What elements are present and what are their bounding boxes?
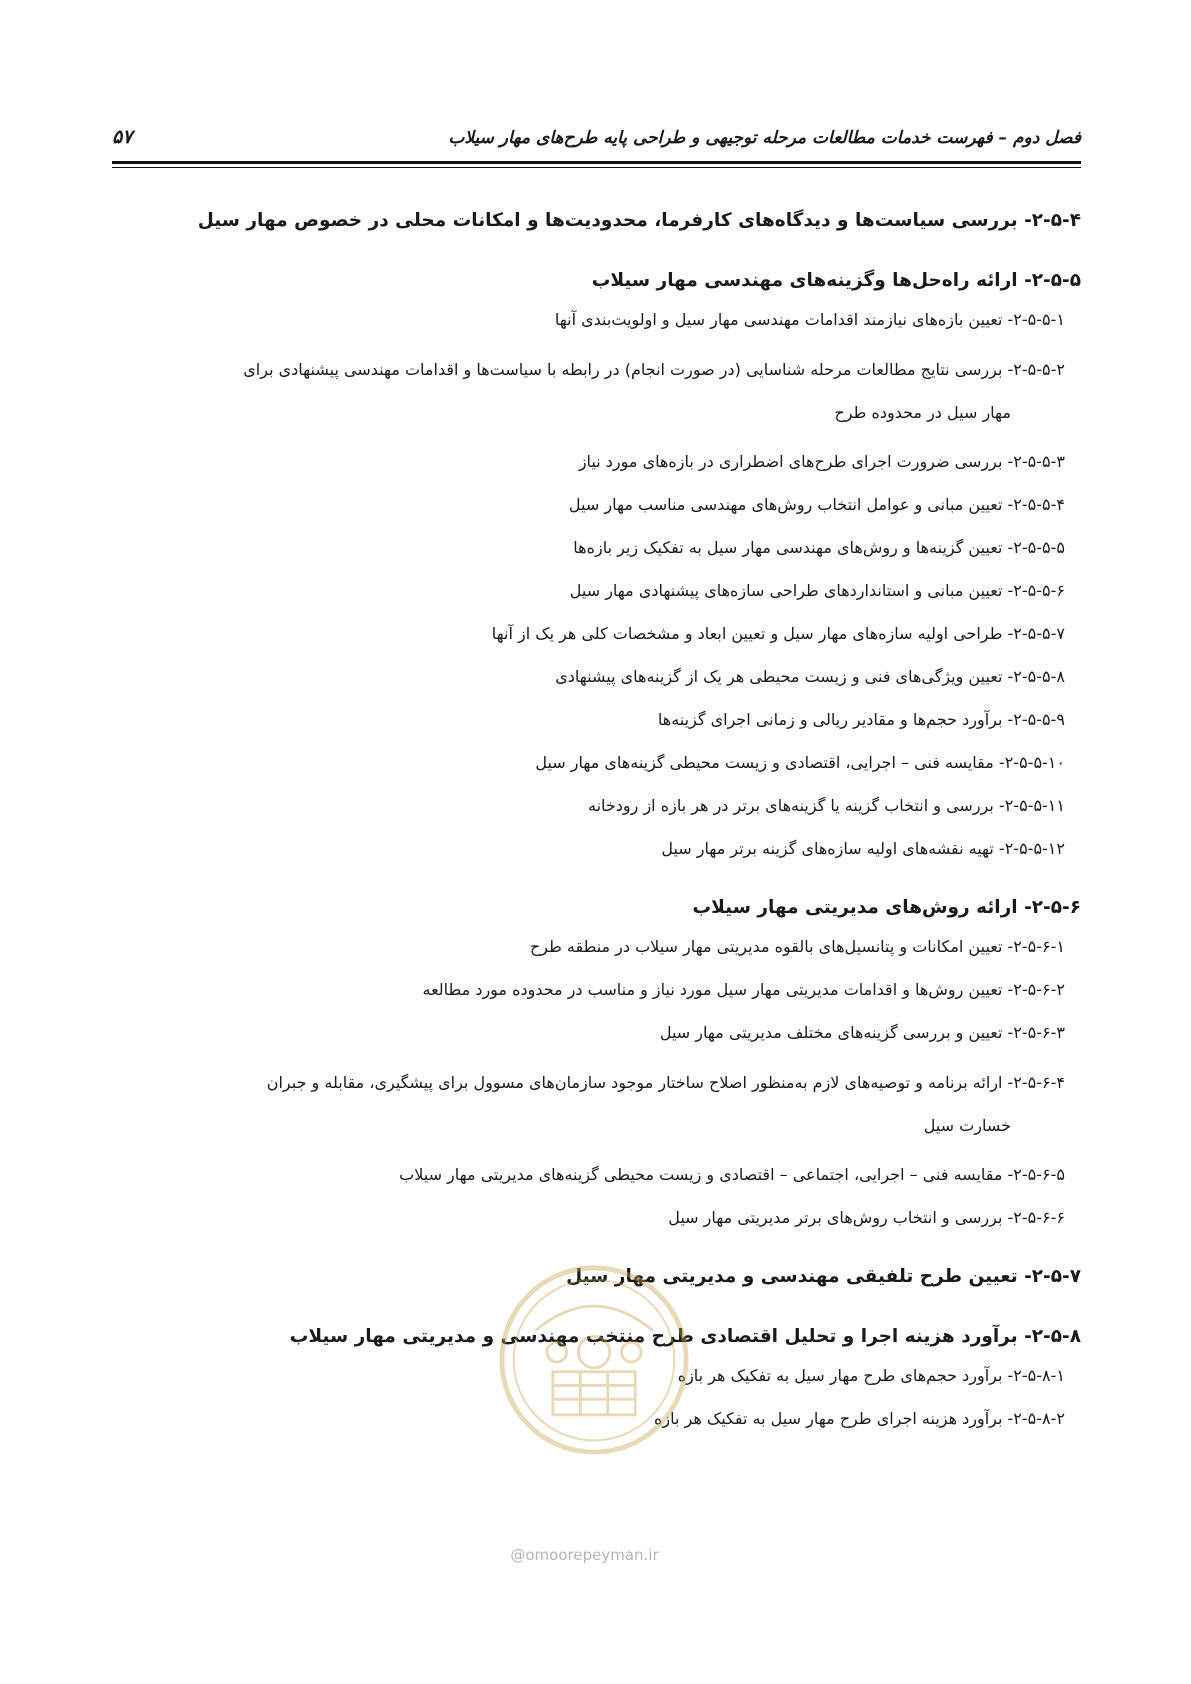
list-item-continuation: خسارت سیل bbox=[923, 1116, 1011, 1135]
list-item: ۲-۵-۵-۱۰- مقایسه فنی – اجرایی، اقتصادی و زیست محیطی گزینه‌های مهار سیل bbox=[535, 753, 1065, 772]
section-2-5-6-heading: ۲-۵-۶- ارائه روش‌های مدیریتی مهار سیلاب bbox=[692, 897, 1081, 918]
list-item-text: ۲-۵-۵-۲- بررسی نتایج مطالعات مرحله شناسایی (در صورت انجام) در رابطه با سیاست‌ها و اقدامات مهندسی پیشنهادی برای bbox=[243, 360, 1065, 379]
list-item: ۲-۵-۵-۵- تعیین گزینه‌ها و روش‌های مهندسی مهار سیل به تفکیک زیر بازه‌ها bbox=[573, 538, 1065, 557]
section-2-5-7-heading: ۲-۵-۷- تعیین طرح تلفیقی مهندسی و مدیریتی مهار سیل bbox=[566, 1266, 1081, 1287]
watermark-site: @omoorepeyman.ir bbox=[510, 1546, 659, 1564]
list-item: ۲-۵-۵-۱۲- تهیه نقشه‌های اولیه سازه‌های گزینه برتر مهار سیل bbox=[661, 839, 1065, 858]
list-item: ۲-۵-۵-۷- طراحی اولیه سازه‌های مهار سیل و تعیین ابعاد و مشخصات کلی هر یک از آنها bbox=[491, 624, 1065, 643]
page-header bbox=[112, 128, 1081, 158]
list-item: ۲-۵-۶-۵- مقایسه فنی – اجرایی، اجتماعی – اقتصادی و زیست محیطی گزینه‌های مدیریتی مهار سیلاب bbox=[399, 1165, 1065, 1184]
list-item: ۲-۵-۵-۱- تعیین بازه‌های نیازمند اقدامات مهندسی مهار سیل و اولویت‌بندی آنها bbox=[554, 310, 1065, 329]
list-item: ۲-۵-۵-۳- بررسی ضرورت اجرای طرح‌های اضطراری در بازه‌های مورد نیاز bbox=[578, 452, 1065, 471]
list-item bbox=[112, 348, 1065, 434]
header-title: فصل دوم – فهرست خدمات مطالعات مرحله توجیهی و طراحی پایه طرح‌های مهار سیلاب bbox=[448, 128, 1081, 148]
list-item-continuation: مهار سیل در محدوده طرح bbox=[834, 403, 1011, 422]
section-2-5-4-heading: ۲-۵-۴- بررسی سیاست‌ها و دیدگاه‌های کارفرما، محدودیت‌ها و امکانات محلی در خصوص مهار سیل bbox=[197, 210, 1081, 231]
list-item: ۲-۵-۵-۹- برآورد حجم‌ها و مقادیر ریالی و زمانی اجرای گزینه‌ها bbox=[657, 710, 1065, 729]
section-2-5-8-heading: ۲-۵-۸- برآورد هزینه اجرا و تحلیل اقتصادی طرح منتخب مهندسی و مدیریتی مهار سیلاب bbox=[289, 1326, 1081, 1347]
list-item: ۲-۵-۵-۶- تعیین مبانی و استانداردهای طراحی سازه‌های پیشنهادی مهار سیل bbox=[569, 581, 1065, 600]
list-item-text: ۲-۵-۶-۴- ارائه برنامه و توصیه‌های لازم به‌منظور اصلاح ساختار موجود سازمان‌های مسوول برای پیشگیری، مقابله و جبران bbox=[266, 1073, 1065, 1092]
header-rule-thick bbox=[112, 161, 1081, 164]
section-2-5-5-heading: ۲-۵-۵- ارائه راه‌حل‌ها وگزینه‌های مهندسی مهار سیلاب bbox=[591, 270, 1081, 291]
list-item: ۲-۵-۵-۴- تعیین مبانی و عوامل انتخاب روش‌های مهندسی مناسب مهار سیل bbox=[568, 495, 1065, 514]
list-item: ۲-۵-۸-۱- برآورد حجم‌های طرح مهار سیل به تفکیک هر بازه bbox=[677, 1366, 1065, 1385]
list-item: ۲-۵-۶-۶- بررسی و انتخاب روش‌های برتر مدیریتی مهار سیل bbox=[668, 1208, 1065, 1227]
list-item bbox=[112, 1061, 1065, 1147]
list-item: ۲-۵-۶-۲- تعیین روش‌ها و اقدامات مدیریتی مهار سیل مورد نیاز و مناسب در محدوده مورد مطالعه bbox=[422, 980, 1065, 999]
list-item: ۲-۵-۶-۱- تعیین امکانات و پتانسیل‌های بالقوه مدیریتی مهار سیلاب در منطقه طرح bbox=[529, 937, 1065, 956]
document-body bbox=[112, 205, 1081, 1434]
list-item: ۲-۵-۶-۳- تعیین و بررسی گزینه‌های مختلف مدیریتی مهار سیل bbox=[659, 1023, 1065, 1042]
list-item: ۲-۵-۸-۲- برآورد هزینه اجرای طرح مهار سیل به تفکیک هر بازه bbox=[654, 1409, 1065, 1428]
header-rule-thin bbox=[112, 167, 1081, 168]
list-item: ۲-۵-۵-۸- تعیین ویژگی‌های فنی و زیست محیطی هر یک از گزینه‌های پیشنهادی bbox=[555, 667, 1065, 686]
list-item: ۲-۵-۵-۱۱- بررسی و انتخاب گزینه یا گزینه‌های برتر در هر بازه از رودخانه bbox=[587, 796, 1065, 815]
watermark-logo-icon bbox=[496, 1262, 692, 1458]
page-number: ۵۷ bbox=[112, 126, 133, 148]
